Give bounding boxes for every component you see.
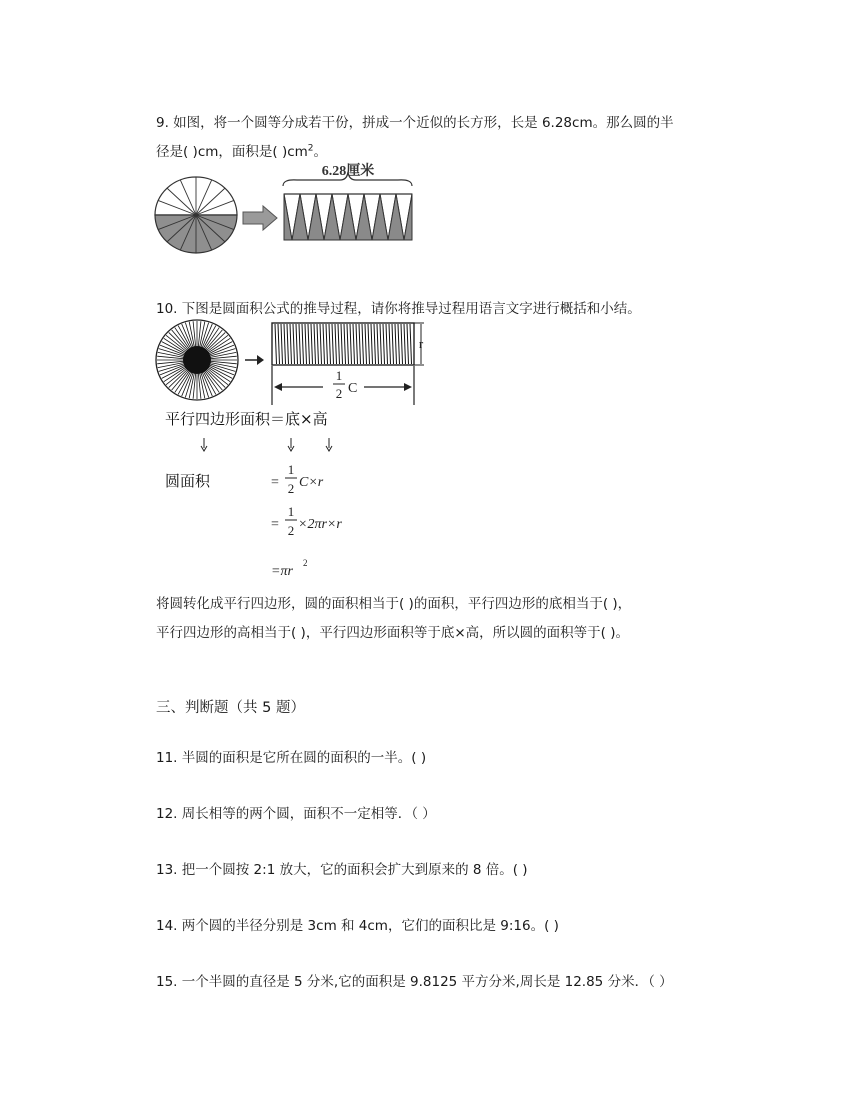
question-10-text: 10. 下图是圆面积公式的推导过程，请你将推导过程用语言文字进行概括和小结。	[156, 301, 641, 317]
summary-line-2: 平行四边形的高相当于( )，平行四边形面积等于底×高，所以圆的面积等于( )。	[156, 625, 629, 641]
svg-text:=: =	[271, 475, 279, 490]
svg-text:=: =	[271, 517, 279, 532]
equation-3: =πr	[271, 564, 293, 579]
question-9-line2: 径是( )cm，面积是( )$cm^2$。	[156, 143, 328, 160]
equation-1: C×r	[299, 475, 324, 490]
judgment-question-12: 12. 周长相等的两个圆，面积不一定相等．（ ）	[156, 806, 436, 822]
radius-label: r	[418, 336, 424, 351]
svg-text:1: 1	[287, 504, 295, 519]
svg-text:1: 1	[335, 368, 343, 383]
summary-line-1: 将圆转化成平行四边形，圆的面积相当于( )的面积，平行四边形的底相当于( )，	[156, 596, 632, 612]
judgment-question-14: 14. 两个圆的半径分别是 3cm 和 4cm，它们的面积比是 9:16。( )	[156, 918, 559, 934]
parallelogram-formula: 平行四边形面积＝底×高	[165, 410, 328, 428]
judgment-question-13: 13. 把一个圆按 2:1 放大，它的面积会扩大到原来的 8 倍。( )	[156, 862, 528, 878]
question-9-line1: 9. 如图，将一个圆等分成若干份，拼成一个近似的长方形，长是 6.28cm。那么圆的半	[156, 115, 674, 131]
equation-2: ×2πr×r	[298, 517, 342, 532]
figure-length-label: 6.28厘米	[321, 164, 375, 179]
judgment-question-15: 15. 一个半圆的直径是 5 分米,它的面积是 9.8125 平方分米,周长是 12.85 分米．（ ）	[156, 974, 673, 990]
svg-text:2: 2	[287, 523, 295, 538]
svg-text:1: 1	[287, 462, 295, 477]
judgment-question-11: 11. 半圆的面积是它所在圆的面积的一半。( )	[156, 750, 427, 766]
half-circumference-label: C	[348, 381, 358, 396]
sectored-circle-figure	[156, 320, 238, 400]
svg-text:2: 2	[335, 386, 343, 401]
section-title: 三、判断题（共 5 题）	[156, 700, 305, 716]
svg-text:2: 2	[303, 558, 308, 568]
svg-text:2: 2	[287, 481, 295, 496]
striped-rectangle-figure	[272, 323, 414, 365]
circle-area-label: 圆面积	[165, 472, 211, 490]
